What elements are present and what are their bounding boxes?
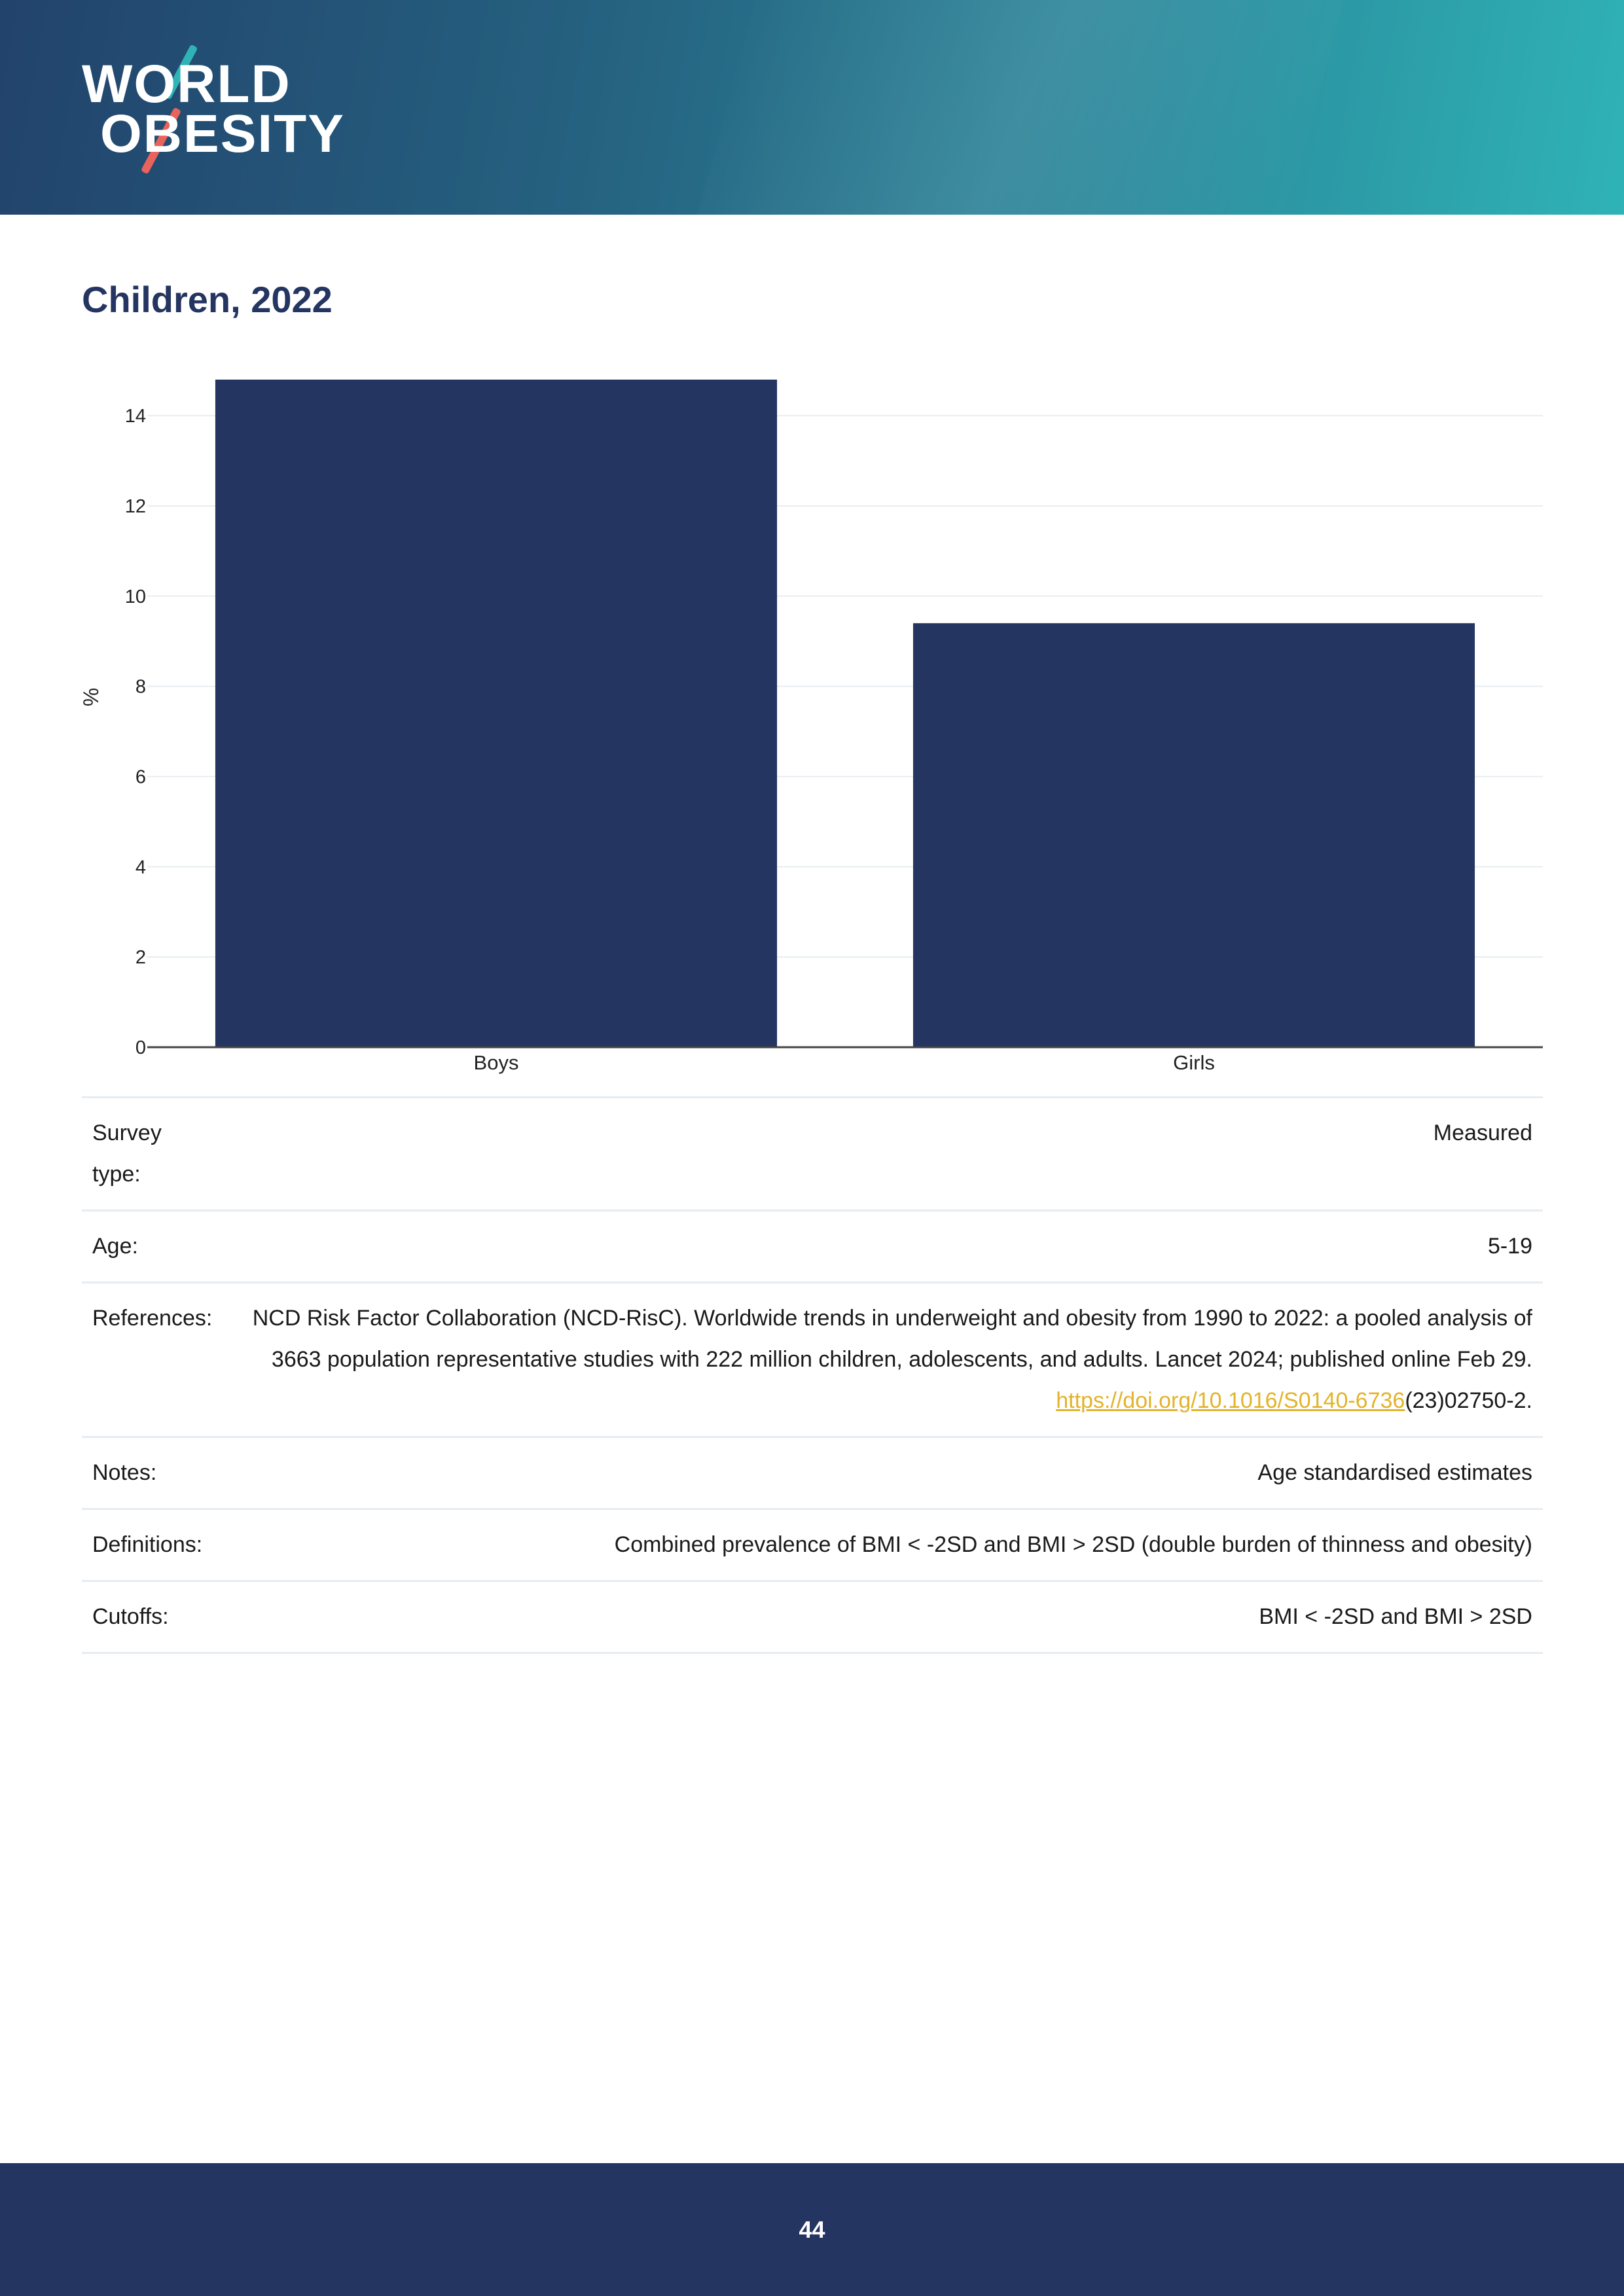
definitions-label: Definitions: [92,1532,203,1557]
references-tail: (23)02750-2. [1405,1388,1532,1413]
definitions-value: Combined prevalence of BMI < -2SD and BMI > 2SD (double burden of thinness and obesity) [614,1532,1532,1557]
info-row-definitions [82,1510,1543,1582]
references-value [243,1298,1532,1422]
page-title: Children, 2022 [82,279,333,320]
references-text: NCD Risk Factor Collaboration (NCD-RisC). Worldwide trends in underweight and obesity from 1990 to 2022: a pooled analysis of 3663 population representative studies with 222 million children, adolescents, and adults. Lancet 2024; published online Feb 29. [252,1306,1532,1372]
logo-text-line1: WORLD [82,54,291,114]
x-tick-label: Girls [1173,1051,1215,1074]
bar-girls [913,623,1475,1047]
y-tick-label: 8 [135,676,146,698]
y-tick-label: 4 [135,857,146,878]
info-row-age [82,1211,1543,1283]
references-label: References: [92,1306,213,1331]
y-tick-label: 10 [124,586,146,607]
age-label: Age: [92,1234,138,1259]
info-row-cutoffs [82,1582,1543,1654]
cutoffs-value: BMI < -2SD and BMI > 2SD [1259,1604,1532,1629]
cutoffs-label: Cutoffs: [92,1604,169,1629]
page-footer [0,2163,1624,2296]
bar-chart [0,353,1624,1086]
chart-bars [215,380,1475,1047]
survey-type-label: Survey type: [92,1121,162,1187]
x-tick-label: Boys [473,1051,519,1074]
references-doi-link[interactable]: https://doi.org/10.1016/S0140-6736 [1056,1388,1405,1413]
info-row-references [82,1283,1543,1438]
info-row-notes [82,1438,1543,1510]
survey-type-value: Measured [1433,1121,1532,1145]
page-header [0,0,1624,215]
bar-boys [215,380,777,1047]
y-tick-label: 14 [124,406,146,427]
info-row-survey-type [82,1098,1543,1211]
notes-value: Age standardised estimates [1257,1460,1532,1485]
notes-label: Notes: [92,1460,157,1485]
y-tick-label: 6 [135,766,146,788]
age-value: 5-19 [1487,1234,1532,1259]
y-tick-label: 2 [135,947,146,969]
header-sheen [668,0,1362,215]
world-obesity-logo [82,39,345,177]
y-tick-label: 0 [135,1037,146,1058]
y-tick-label: 12 [124,495,146,517]
page-number: 44 [799,2215,825,2243]
logo-text-line2: OBESITY [100,104,345,164]
info-table [82,1096,1543,1654]
y-axis-label: % [79,687,103,707]
